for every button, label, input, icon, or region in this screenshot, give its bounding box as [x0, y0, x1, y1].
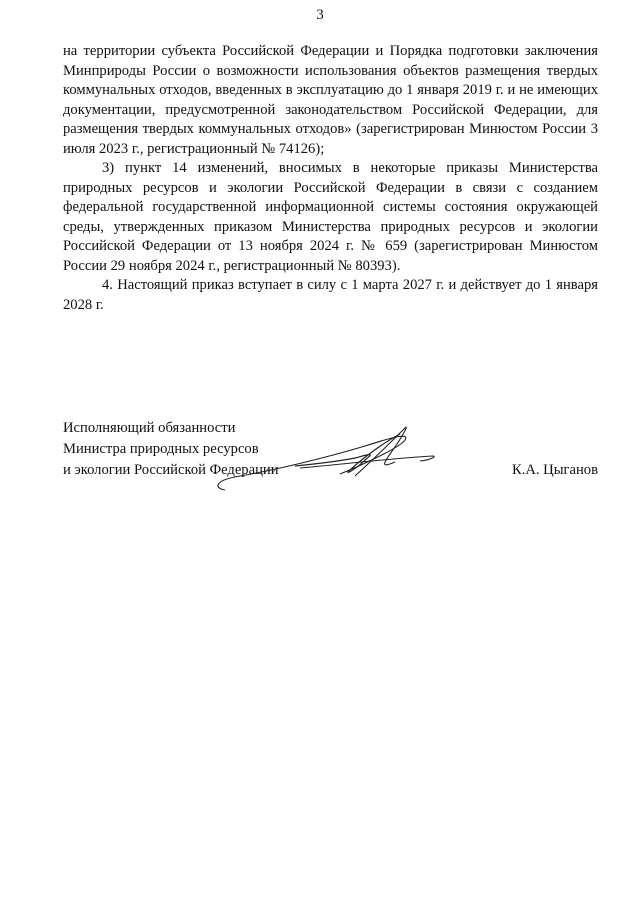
- page-number: 3: [316, 7, 324, 23]
- paragraph-item-4: 4. Настоящий приказ вступает в силу с 1 марта 2027 г. и действует до 1 января 2028 г.: [63, 277, 598, 313]
- position-line-1: Исполняющий обязанности: [63, 420, 236, 436]
- handwritten-signature: [205, 418, 440, 498]
- position-line-3: и экологии Российской Федерации: [63, 462, 279, 478]
- signatory-name: К.А. Цыганов: [511, 462, 598, 478]
- document-body: [63, 42, 598, 315]
- paragraph-continuation: на территории субъекта Российской Федерации и Порядка подготовки заключения Минприроды России о возможности использования объектов размещения твердых коммунальных отходов, введенных в эксплуатацию до 1 января 2019 г. и не имеющих документации, предусмотренной законодательством Российской Федерации, для размещения твердых коммунальных отходов» (зарегистрирован Минюстом России 3 июля 2023 г., регистрационный № 74126);: [63, 43, 598, 157]
- paragraph-item-3: 3) пункт 14 изменений, вносимых в некоторые приказы Министерства природных ресурсов и экологии Российской Федерации в связи с созданием федеральной государственной информационной системы состояния окружающей среды, утвержденных приказом Министерства природных ресурсов и экологии Российской Федерации от 13 ноября 2024 г. № 659 (зарегистрирован Минюстом России 29 ноября 2024 г., регистрационный № 80393).: [63, 160, 598, 274]
- position-line-2: Министра природных ресурсов: [63, 441, 259, 457]
